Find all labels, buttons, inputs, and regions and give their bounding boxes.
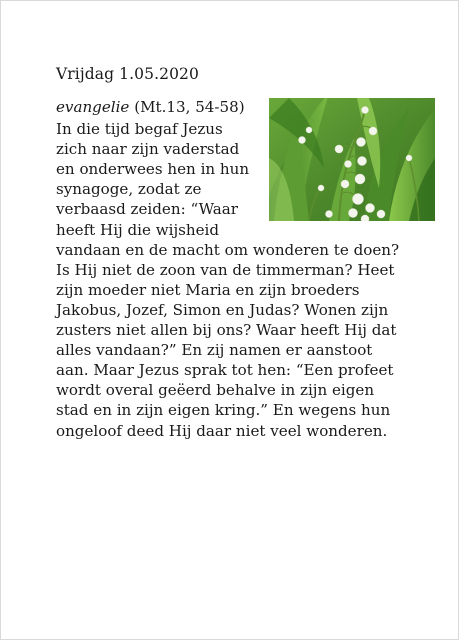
image-float-spacer (251, 97, 404, 221)
date-line: Vrijdag 1.05.2020 (56, 65, 199, 83)
gospel-reference: (Mt.13, 54-58) (134, 98, 245, 116)
gospel-heading-label: evangelie (56, 98, 130, 116)
gospel-body: In die tijd begaf Jezus zich naar zijn vaderstad en onderwees hen in hun synagoge, zodat ze verbaasd zeiden: “Waar heeft Hij die wijsheid vandaan en de macht om wonderen te doen? Is Hij niet de zoon van de timmerman? Heet zijn moeder niet Maria en zijn broeders Jakobus, Jozef, Simon en Judas? Wonen zijn zusters niet allen bij ons? Waar heeft Hij dat alles vandaan?” En zij namen er aanstoot aan. Maar Jezus sprak tot hen: “Een profeet wordt overal geëerd behalve in zijn eigen stad en in zijn eigen kring.” En wegens hun ongeloof deed Hij daar niet veel wonderen. (56, 120, 400, 440)
gospel-text (56, 97, 404, 441)
